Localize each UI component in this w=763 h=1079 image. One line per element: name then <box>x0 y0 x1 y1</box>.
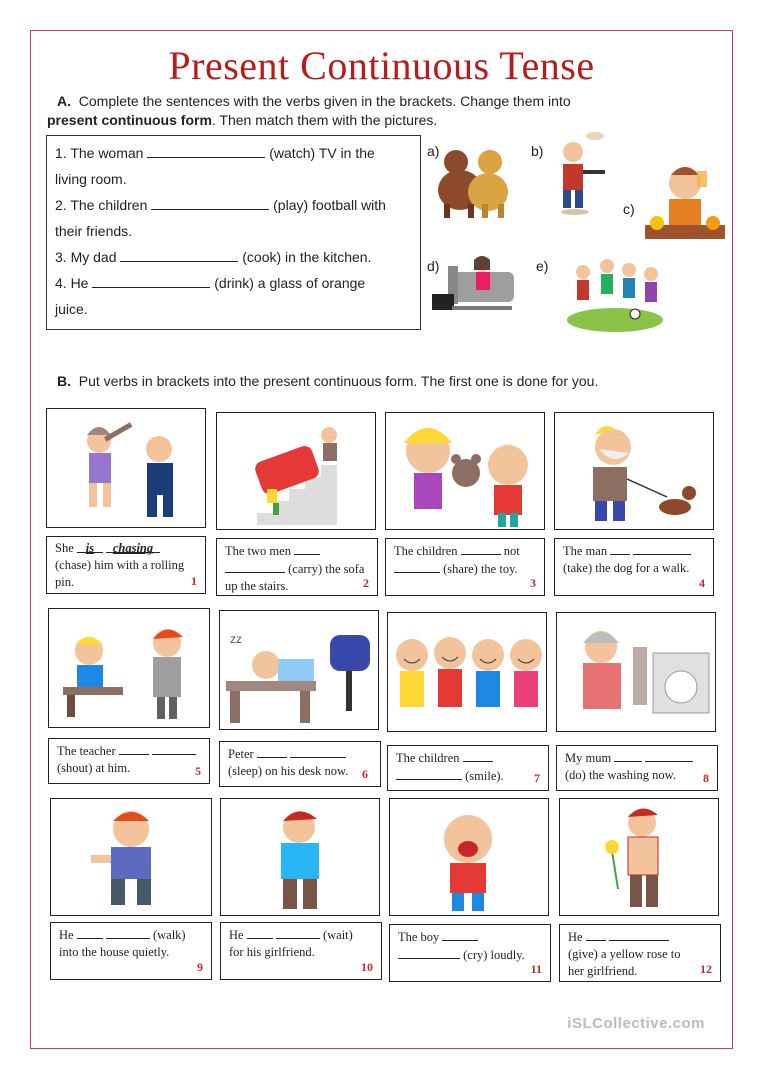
sentence-text: (play) football with <box>273 197 386 213</box>
picture-8-washing <box>556 612 716 732</box>
section-a-letter: A. <box>57 93 71 109</box>
caption-text: (chase) him with a rolling pin. <box>55 558 185 589</box>
item-number: 12 <box>700 962 712 976</box>
caption-text: into the house quietly. <box>59 945 170 959</box>
answer-blank[interactable] <box>394 560 440 573</box>
woman-watching-tv-illustration <box>432 250 522 320</box>
man-dog-illustration <box>555 413 714 530</box>
answer-blank[interactable] <box>398 946 460 959</box>
caption-text: My mum <box>565 751 612 765</box>
item-number: 7 <box>534 771 540 785</box>
item-number: 1 <box>191 574 197 588</box>
page-title: Present Continuous Tense <box>168 43 595 88</box>
answer-blank[interactable] <box>461 542 501 555</box>
caption-7 <box>387 745 549 791</box>
instruction-bold: present continuous form <box>47 112 212 128</box>
site-watermark: iSLCollective.com <box>567 1015 705 1032</box>
chase-illustration <box>47 409 206 528</box>
picture-label-b: b) <box>531 143 544 159</box>
caption-2 <box>216 538 378 596</box>
picture-label-e: e) <box>536 258 549 274</box>
sentence-box <box>46 135 421 330</box>
answer-blank[interactable] <box>106 926 150 939</box>
item-number: 4 <box>699 576 705 590</box>
answer-blank[interactable] <box>442 928 478 941</box>
caption-text: (take) the dog for a walk. <box>563 561 690 575</box>
picture-label-a: a) <box>427 143 440 159</box>
answer-blank[interactable] <box>77 926 103 939</box>
boy-crying-illustration <box>390 799 549 916</box>
item-number: 9 <box>197 960 203 974</box>
answer-blank[interactable] <box>257 745 287 758</box>
caption-text: not <box>503 544 520 558</box>
caption-text: (smile). <box>465 769 504 783</box>
caption-5 <box>48 738 210 784</box>
answer-example: is <box>77 540 103 553</box>
instruction-text: Put verbs in brackets into the present continuous form. The first one is done for you. <box>78 373 599 389</box>
caption-text: (shout) at him. <box>57 761 131 775</box>
picture-label-d: d) <box>427 258 440 274</box>
answer-blank[interactable] <box>92 273 210 288</box>
cooking-man-illustration <box>545 128 615 216</box>
picture-2-sofa <box>216 412 376 530</box>
teacher-shouting-illustration <box>49 609 210 728</box>
picture-5-teacher <box>48 608 210 728</box>
answer-blank[interactable] <box>610 542 630 555</box>
section-b-letter: B. <box>57 373 71 389</box>
answer-blank[interactable] <box>645 749 693 762</box>
answer-example: chasing <box>106 540 160 553</box>
caption-text: (do) the washing now. <box>565 768 676 782</box>
sofa-stairs-illustration <box>217 413 376 530</box>
item-number: 10 <box>361 960 373 974</box>
answer-blank[interactable] <box>609 928 669 941</box>
sentence-text: living room. <box>55 171 127 187</box>
caption-12 <box>559 924 721 982</box>
answer-blank[interactable] <box>225 560 285 573</box>
caption-text: The children <box>394 544 458 558</box>
sentence-text: 3. My dad <box>55 249 117 265</box>
sentence-text: (cook) in the kitchen. <box>242 249 372 265</box>
instruction-text-1: Complete the sentences with the verbs given in the brackets. Change them into <box>78 93 571 109</box>
sentence-text: (watch) TV in the <box>269 145 375 161</box>
picture-1-chase <box>46 408 206 528</box>
sentence-text: (drink) a glass of orange <box>214 275 366 291</box>
dogs-illustration <box>432 140 514 220</box>
caption-text: The man <box>563 544 608 558</box>
kids-football-illustration <box>565 250 665 334</box>
item-number: 5 <box>195 764 201 778</box>
caption-text: The teacher <box>57 744 116 758</box>
caption-text: The boy <box>398 930 440 944</box>
man-waiting-illustration <box>221 799 380 916</box>
svg-text:zz: zz <box>230 632 242 646</box>
picture-7-smiling-kids <box>387 612 547 732</box>
answer-blank[interactable] <box>614 749 642 762</box>
caption-text: The two men <box>225 544 291 558</box>
caption-text: (cry) loudly. <box>463 948 525 962</box>
caption-text: She <box>55 541 74 555</box>
sentence-text: juice. <box>55 301 88 317</box>
caption-text: He <box>568 930 583 944</box>
caption-text: He <box>59 928 74 942</box>
caption-text: The children <box>396 751 460 765</box>
sentence-text: 4. He <box>55 275 89 291</box>
picture-label-c: c) <box>623 201 635 217</box>
man-sleeping-desk-illustration <box>220 611 379 730</box>
item-number: 6 <box>362 767 368 781</box>
picture-11-crying <box>389 798 549 916</box>
caption-text: (share) the toy. <box>443 562 518 576</box>
caption-3 <box>385 538 545 596</box>
caption-1 <box>46 536 206 594</box>
man-sneaking-illustration <box>51 799 212 916</box>
answer-blank[interactable] <box>152 742 196 755</box>
boy-drinking-illustration <box>641 153 729 241</box>
answer-blank[interactable] <box>633 542 691 555</box>
sentence-text: 1. The woman <box>55 145 144 161</box>
item-number: 8 <box>703 771 709 785</box>
caption-text: Peter <box>228 747 254 761</box>
picture-12-rose <box>559 798 719 916</box>
caption-text: (wait) <box>322 928 353 942</box>
answer-blank[interactable] <box>586 928 606 941</box>
children-toy-illustration <box>386 413 545 530</box>
caption-text: He <box>229 928 244 942</box>
caption-10 <box>220 922 382 980</box>
picture-10-waiting <box>220 798 380 916</box>
caption-9 <box>50 922 212 980</box>
sentence-text: 2. The children <box>55 197 148 213</box>
man-rose-illustration <box>560 799 719 916</box>
caption-text: (carry) the sofa up the stairs. <box>225 562 365 593</box>
sentence-2 <box>55 192 412 218</box>
picture-9-sneaking <box>50 798 212 916</box>
answer-blank[interactable] <box>119 742 149 755</box>
caption-4 <box>554 538 714 596</box>
caption-text: for his girlfriend. <box>229 945 315 959</box>
answer-blank[interactable] <box>290 745 346 758</box>
picture-3-children-fight <box>385 412 545 530</box>
answer-blank[interactable] <box>120 247 238 262</box>
answer-blank[interactable] <box>147 143 265 158</box>
caption-8 <box>556 745 718 791</box>
picture-6-sleeping <box>219 610 379 730</box>
caption-text: (sleep) on his desk now. <box>228 764 349 778</box>
sentence-1 <box>55 140 412 166</box>
item-number: 2 <box>363 576 369 590</box>
item-number: 3 <box>530 576 536 590</box>
smiling-children-illustration <box>388 613 547 732</box>
sentence-3 <box>55 244 412 270</box>
caption-6 <box>219 741 381 787</box>
answer-blank[interactable] <box>463 749 493 762</box>
section-b-instruction <box>57 372 707 391</box>
answer-blank[interactable] <box>151 195 269 210</box>
caption-text: (give) a yellow rose to her girlfriend. <box>568 947 681 978</box>
answer-blank[interactable] <box>396 767 462 780</box>
caption-11 <box>389 924 551 982</box>
sentence-4 <box>55 270 412 296</box>
item-number: 11 <box>530 962 542 976</box>
sentence-text: their friends. <box>55 223 133 239</box>
answer-blank[interactable] <box>247 926 273 939</box>
answer-blank[interactable] <box>276 926 320 939</box>
section-a-instruction <box>57 92 707 111</box>
answer-blank[interactable] <box>294 542 320 555</box>
picture-4-dog-walk <box>554 412 714 530</box>
mum-washing-illustration <box>557 613 716 732</box>
caption-text: (walk) <box>152 928 186 942</box>
instruction-text-2: . Then match them with the pictures. <box>211 112 438 128</box>
